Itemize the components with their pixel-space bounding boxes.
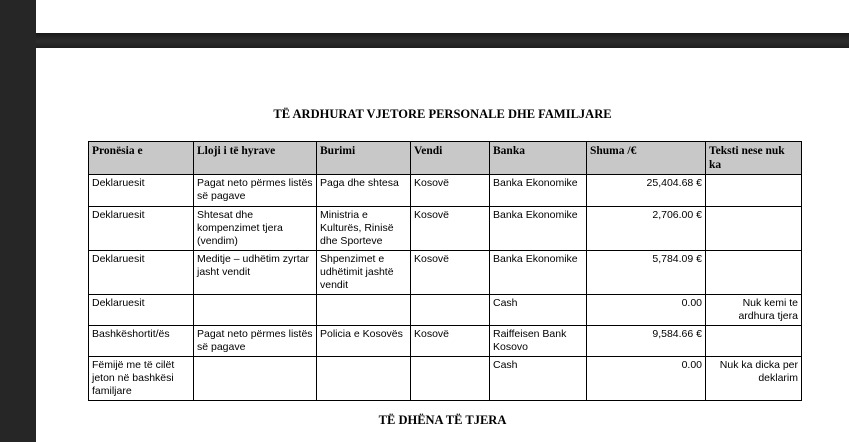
table-cell: Bashkëshortit/ës	[89, 326, 194, 357]
table-cell: Deklaruesit	[89, 295, 194, 326]
table-cell: Banka Ekonomike	[490, 175, 587, 207]
table-body	[89, 175, 802, 401]
column-header: Burimi	[317, 142, 411, 175]
table-cell: Meditje – udhëtim zyrtar jasht vendit	[194, 251, 317, 295]
table-row	[89, 175, 802, 207]
viewer-left-strip	[0, 0, 36, 442]
table-cell: Policia e Kosovës	[317, 326, 411, 357]
income-table	[88, 141, 802, 401]
table-cell: 0.00	[587, 295, 706, 326]
table-header-row	[89, 142, 802, 175]
section-title-other-data: TË DHËNA TË TJERA	[378, 413, 507, 427]
table-cell	[706, 207, 802, 251]
table-cell: 5,784.09 €	[587, 251, 706, 295]
table-cell	[317, 357, 411, 401]
table-cell: Ministria e Kulturës, Rinisë dhe Sporteve	[317, 207, 411, 251]
table-cell: Shtesat dhe kompenzimet tjera (vendim)	[194, 207, 317, 251]
section-title-income: TË ARDHURAT VJETORE PERSONALE DHE FAMILJARE	[273, 107, 612, 121]
table-row	[89, 295, 802, 326]
table-cell: Paga dhe shtesa	[317, 175, 411, 207]
table-cell: Kosovë	[411, 175, 490, 207]
column-header: Vendi	[411, 142, 490, 175]
table-cell: 25,404.68 €	[587, 175, 706, 207]
table-cell: Fëmijë me të cilët jeton në bashkësi familjare	[89, 357, 194, 401]
viewer-toolbar-divider-bar	[36, 33, 849, 48]
table-cell: 0.00	[587, 357, 706, 401]
column-header: Lloji i të hyrave	[194, 142, 317, 175]
table-cell: Nuk kemi te ardhura tjera	[706, 295, 802, 326]
table-cell	[194, 295, 317, 326]
table-cell: Deklaruesit	[89, 251, 194, 295]
table-cell: Shpenzimet e udhëtimit jashtë vendit	[317, 251, 411, 295]
table-row	[89, 207, 802, 251]
table-cell	[706, 326, 802, 357]
table-cell: Deklaruesit	[89, 175, 194, 207]
table-cell: Raiffeisen Bank Kosovo	[490, 326, 587, 357]
table-cell: Cash	[490, 357, 587, 401]
table-cell	[706, 251, 802, 295]
table-cell	[706, 175, 802, 207]
table-cell: 9,584.66 €	[587, 326, 706, 357]
table-cell: Banka Ekonomike	[490, 251, 587, 295]
table-cell: Deklaruesit	[89, 207, 194, 251]
column-header: Pronësia e	[89, 142, 194, 175]
table-cell: Nuk ka dicka per deklarim	[706, 357, 802, 401]
table-cell: 2,706.00 €	[587, 207, 706, 251]
table-cell: Cash	[490, 295, 587, 326]
table-cell: Kosovë	[411, 251, 490, 295]
table-row	[89, 357, 802, 401]
table-row	[89, 326, 802, 357]
table-cell: Pagat neto përmes listës së pagave	[194, 175, 317, 207]
column-header: Banka	[490, 142, 587, 175]
column-header: Teksti nese nuk ka	[706, 142, 802, 175]
table-cell: Kosovë	[411, 326, 490, 357]
table-cell: Pagat neto përmes listës së pagave	[194, 326, 317, 357]
column-header: Shuma /€	[587, 142, 706, 175]
table-cell	[411, 357, 490, 401]
table-cell: Kosovë	[411, 207, 490, 251]
table-row	[89, 251, 802, 295]
table-cell	[317, 295, 411, 326]
table-cell	[194, 357, 317, 401]
table-cell: Banka Ekonomike	[490, 207, 587, 251]
table-cell	[411, 295, 490, 326]
